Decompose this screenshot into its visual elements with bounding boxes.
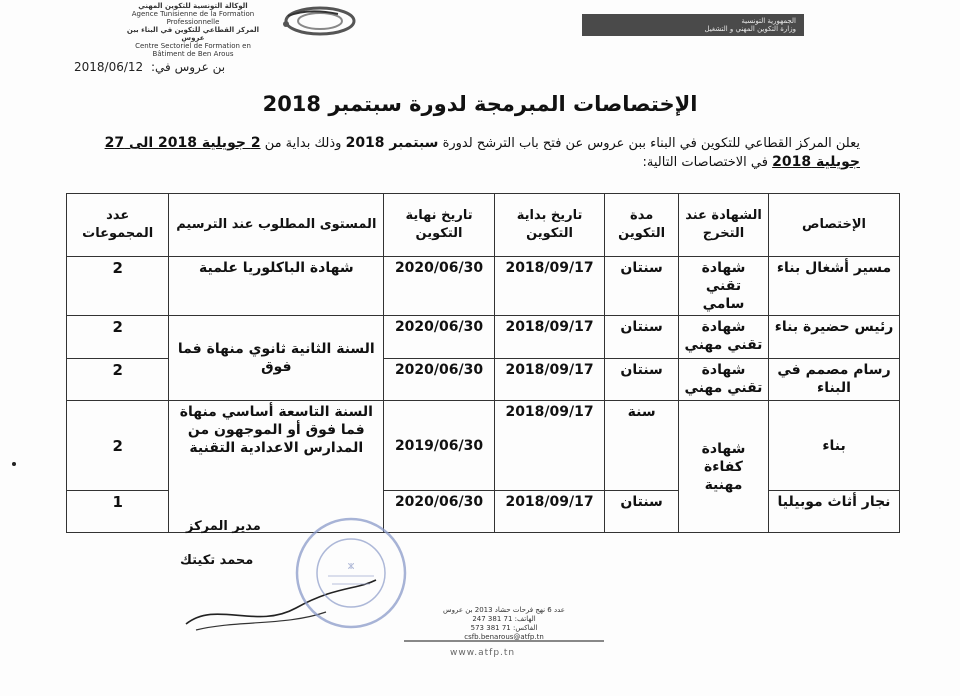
cell-start: 2018/09/17 <box>494 257 605 316</box>
cell-end: 2020/06/30 <box>384 359 495 401</box>
cell-groups: 2 <box>67 257 169 316</box>
organisation-header <box>118 2 268 58</box>
official-stamp-icon <box>292 514 410 632</box>
cell-duration: سنتان <box>605 316 679 359</box>
header-level: المستوى المطلوب عند الترسيم <box>169 194 384 257</box>
intro-session: سبتمبر 2018 <box>345 135 439 151</box>
ministry-header <box>582 14 804 36</box>
header-start: تاريخ بداية التكوين <box>494 194 605 257</box>
cell-level: السنة التاسعة أساسي منهاة فما فوق أو الموجهون من المدارس الاعدادية التقنية <box>169 401 384 533</box>
header-groups: عدد المجموعات <box>67 194 169 257</box>
cell-end: 2020/06/30 <box>384 316 495 359</box>
cell-groups: 2 <box>67 316 169 359</box>
margin-dot <box>12 462 16 466</box>
table-header-row <box>67 194 900 257</box>
specialties-table-wrap <box>66 193 900 519</box>
cell-specialty: رسام مصمم في البناء <box>769 359 900 401</box>
org-fr-2: Centre Sectoriel de Formation en Bâtiment de Ben Arous <box>135 42 251 58</box>
cell-level: السنة الثانية ثانوي منهاة فما فوق <box>169 316 384 401</box>
footer-email: csfb.benarous@atfp.tn <box>464 633 544 641</box>
date-prefix: بن عروس في: <box>151 60 226 74</box>
cell-end: 2019/06/30 <box>384 401 495 491</box>
cell-duration: سنتان <box>605 359 679 401</box>
cell-certificate: شهادة تقني سامي <box>678 257 768 316</box>
ministry-line-1: الجمهورية التونسية <box>741 17 796 25</box>
header-specialty: الإختصاص <box>769 194 900 257</box>
specialties-table <box>66 193 900 533</box>
cell-specialty: مسير أشغال بناء <box>769 257 900 316</box>
cell-end: 2020/06/30 <box>384 491 495 533</box>
intro-paragraph <box>90 134 860 172</box>
org-fr-1: Agence Tunisienne de la Formation Professionnelle <box>131 10 255 26</box>
footer-contact <box>404 606 604 642</box>
signature-title: مدير المركز <box>186 519 261 534</box>
cell-specialty: نجار أثاث موبيليا <box>769 491 900 533</box>
table-row <box>67 257 900 316</box>
cell-level: شهادة الباكلوريا علمية <box>169 257 384 316</box>
cell-duration: سنتان <box>605 491 679 533</box>
cell-duration: سنتان <box>605 257 679 316</box>
header-end: تاريخ نهاية التكوين <box>384 194 495 257</box>
cell-end: 2020/06/30 <box>384 257 495 316</box>
org-ar-1: الوكالة التونسية للتكوين المهني <box>138 2 248 10</box>
cell-groups: 2 <box>67 359 169 401</box>
table-row <box>67 401 900 491</box>
atfp-logo-icon <box>268 4 358 38</box>
header-certificate: الشهادة عند التخرج <box>678 194 768 257</box>
cell-start: 2018/09/17 <box>494 491 605 533</box>
cell-specialty: رئيس حضيرة بناء <box>769 316 900 359</box>
footer-fax: الفاكس: 71 381 573 <box>470 624 538 632</box>
cell-start: 2018/09/17 <box>494 316 605 359</box>
cell-start: 2018/09/17 <box>494 359 605 401</box>
page-title: الإختصاصات المبرمجة لدورة سبتمبر 2018 <box>262 92 698 116</box>
cell-certificate: شهادة تقني مهني <box>678 316 768 359</box>
cell-specialty: بناء <box>769 401 900 491</box>
footer-phone: الهاتف: 71 381 247 <box>472 615 536 623</box>
header-duration: مدة التكوين <box>605 194 679 257</box>
footer-divider <box>404 640 604 642</box>
intro-dates: 2 جويلية 2018 الى 27 جويلية 2018 <box>104 135 860 170</box>
svg-text:ⵣ: ⵣ <box>347 562 355 571</box>
signature-name: محمد تكيتك <box>180 553 254 568</box>
cell-certificate: شهادة تقني مهني <box>678 359 768 401</box>
cell-groups: 2 <box>67 401 169 491</box>
footer-address: عدد 6 نهج فرحات حشاد 2013 بن عروس <box>443 606 565 614</box>
intro-part-3: في الاختصاصات التالية: <box>642 155 773 170</box>
cell-duration: سنة <box>605 401 679 491</box>
cell-groups: 1 <box>67 491 169 533</box>
intro-part-1: يعلن المركز القطاعي للتكوين في البناء ببن عروس عن فتح باب الترشح لدورة <box>438 136 860 151</box>
cell-start: 2018/09/17 <box>494 401 605 491</box>
date-line <box>72 60 227 74</box>
org-ar-2: المركز القطاعي للتكوين في البناء ببن عروس <box>126 26 260 42</box>
cell-certificate: شهادة كفاءة مهنية <box>678 401 768 533</box>
table-row <box>67 316 900 359</box>
intro-part-2: وذلك بداية من <box>260 136 346 151</box>
date-value: 2018/06/12 <box>74 60 144 74</box>
footer-website: www.atfp.tn <box>450 648 516 658</box>
ministry-line-2: وزارة التكوين المهني و التشغيل <box>704 25 796 33</box>
